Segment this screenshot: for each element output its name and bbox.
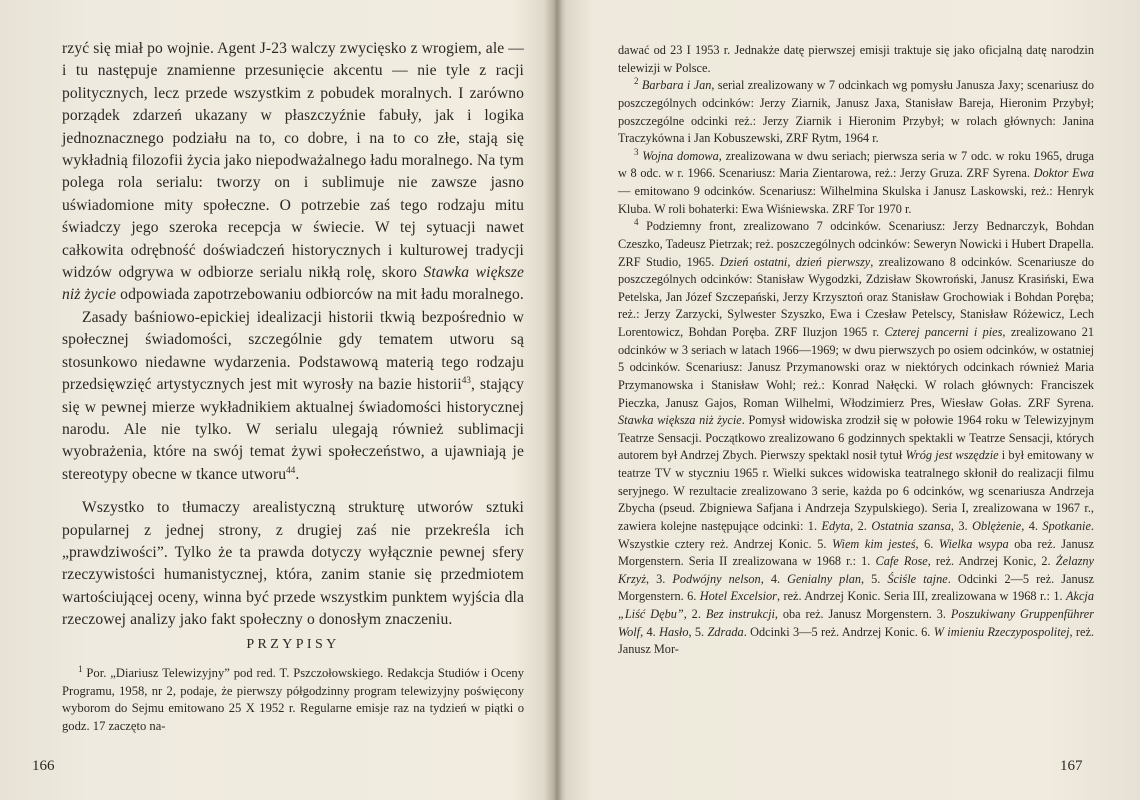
footnote-number: 3: [634, 146, 639, 157]
footnote-number: 2: [634, 76, 639, 87]
footnote-3: $^3$ Wojna domowa, zrealizowana w dwu seriach; pierwsza seria w 7 odc. w roku 1965, druga w 8 odc. w r. 1966. Scenariusz: Maria Zientarowa, reż.: Jerzy Gruza. ZRF Syrena. Doktor Ewa — emitowano 9 odcinków. Scenariusz: Wilhelmina Skulska i Janusz Laskowski, reż.: Henryk Kluba. W roli bohaterki: Ewa Wiśniewska. ZRF Tor 1970 r.: [618, 146, 1094, 216]
right-page: [566, 0, 1140, 800]
footnote-number: 1: [78, 663, 83, 674]
footnotes-heading: PRZYPISY: [246, 637, 340, 652]
footnote-ref-44: 44: [286, 464, 296, 475]
page-number-left: 166: [32, 758, 55, 774]
footnote-ref-43: 43: [461, 374, 472, 385]
page-number-right: 167: [1060, 758, 1083, 774]
paragraph-3: Wszystko to tłumaczy arealistyczną strukturę utworów sztuki popularnej z jednej strony, z drugiej zaś nie przekreśla ich „prawdziwości”. Tylko że ta prawda dotyczy wyłącznie pewnej sfery rzeczywistości humanistycznej, która, zanim stanie się przedmiotem wartościującej oceny, winna być przede wszystkim punktem wyjścia dla rzeczowej analizy jako fakt społeczny o donosłym znaczeniu.: [62, 499, 524, 629]
footnotes-left: [62, 665, 524, 735]
footnote-4: $^4$ Podziemny front, zrealizowano 7 odcinków. Scenariusz: Jerzy Bednarczyk, Bohdan Czeszko, Tadeusz Pietrzak; reż. poszczególnych odcinków: Seweryn Nowicki i Hubert Drapella. ZRF Studio, 1965. Dzień ostatni, dzień pierwszy, zrealizowano 8 odcinków. Scenariusze do poszczególnych odcinków: Stanisław Wygodzki, Zdzisław Skowroński, Janusz Krasiński, Ewa Petelska, Jan Józef Szczepański, Jerzy Krzysztoń oraz Stanisław Grochowiak i Bohdan Poręba; reż.: Jerzy Zarzycki, Sylwester Szyszko, Ewa i Czesław Petelscy, Stanisław Różewicz, Lech Lorentowicz, Bohdan Poręba. ZRF Iluzjon 1965 r. Czterej pancerni i pies, zrealizowano 21 odcinków w 3 seriach w latach 1966—1969; w dwu pierwszych po osiem odcinków, w ostatniej 5 odcinków. Scenariusz: Janusz Przymanowski oraz w niektórych odcinkach również Maria Przymanowska i Stanisław Wohl; reż.: Konrad Nałęcki. W rolach głównych: Franciszek Pieczka, Janusz Gajos, Roman Wilhelmi, Włodzimierz Pres, Wiesław Gołas. ZRF Syrena. Stawka większa niż życie. Pomysł widowiska zrodził się w połowie 1964 roku w Telewizyjnym Teatrze Sensacji. Początkowo zrealizowano 6 godzinnych spektakli w Teatrze Sensacji, których autorem był Andrzej Zbych. Pierwszy spektakl nosił tytuł Wróg jest wszędzie i był emitowany w teatrze TV w styczniu 1965 r. Wielki sukces widowiska teatralnego skłonił do realizacji filmu seryjnego. W rezultacie zrealizowano 3 serie, każda po 6 odcinków, wg scenariusza Andrzeja Zbycha (pseud. Zbigniewa Safjana i Andrzeja Szypulskiego). Seria I, zrealizowana w 1967 r., zawiera kolejne następujące odcinki: 1. Edyta, 2. Ostatnia szansa, 3. Oblężenie, 4. Spotkanie. Wszystkie cztery reż. Andrzej Konic. 5. Wiem kim jesteś, 6. Wielka wsypa oba reż. Janusz Morgenstern. Seria II zrealizowana w 1968 r.: 1. Cafe Rose, reż. Andrzej Konic, 2. Żelazny Krzyż, 3. Podwójny nelson, 4. Genialny plan, 5. Ściśle tajne. Odcinki 2—5 reż. Janusz Morgenstern. 6. Hotel Excelsior, reż. Andrzej Konic. Seria III, zrealizowana w 1968 r.: 1. Akcja „Liść Dębu”, 2. Bez instrukcji, oba reż. Janusz Morgenstern. 3. Poszukiwany Gruppenführer Wolf, 4. Hasło, 5. Zdrada. Odcinki 3—5 reż. Andrzej Konic. 6. W imieniu Rzeczypospolitej, reż. Janusz Mor-: [618, 217, 1095, 657]
footnotes-right: [618, 42, 1094, 659]
left-page: [0, 0, 548, 800]
footnote-2: $^2$ Barbara i Jan, serial zrealizowany w 7 odcinkach wg pomysłu Janusza Jaxy; scenariusz do poszczególnych odcinków: Jerzy Ziarnik, Janusz Jaxa, Stanisław Bareja, Hieronim Przybył; poszczególne odcinki reż.: Jerzy Ziarnik i Hieronim Przybył; w rolach głównych: Janina Traczykówna i Jan Kobuszewski, ZRF Rytm, 1964 r.: [618, 76, 1094, 146]
paragraph-2: Zasady baśniowo-epickiej idealizacji historii tkwią bezpośrednio w społecznej świadomości, szczególnie gdy tematem utworu są stosunkowo niedawne wydarzenia. Podstawową materią tego rodzaju przedsięwzięć artystycznych jest mit wyrosły na bazie historii$^{43}$, stający się w pewnej mierze wykładnikiem aktualnej świadomości historycznej narodu. Ale nie tylko. W serialu ulegają również sublimacji wyobrażenia, które na swój temat żywi społeczeństwo, a ujawniają je stereotypy obecne w tkance utworu$^{44}$.: [62, 308, 524, 483]
footnote-1-continued: dawać od 23 I 1953 r. Jednakże datę pierwszej emisji traktuje się jako oficjalną datę narodzin telewizji w Polsce.: [618, 43, 1094, 75]
footnote-number: 4: [634, 217, 639, 228]
italic-title: Stawka większe niż życie: [62, 264, 524, 304]
main-text: [62, 38, 524, 632]
footnote-1: $^1$ Por. „Diariusz Telewizyjny” pod red. T. Pszczołowskiego. Redakcja Studiów i Oceny Programu, 1958, nr 2, podaje, że pierwszy półgodzinny program telewizyjny poświęcony wyborom do Sejmu emitowano 25 X 1952 r. Regularne emisje raz na tydzień w piątki o godz. 17 zaczęto na-: [62, 663, 524, 733]
paragraph-1: rzyć się miał po wojnie. Agent J-23 walczy zwycięsko z wrogiem, ale — i tu następuje znamienne przesunięcie akcentu — nie tyle z racji politycznych, lecz przede wszystkim z pobudek moralnych. I zarówno porządek zdarzeń ukazany w płaszczyźnie fabuły, jak i logika jednoznacznego podziału na to, co dobre, i na to co złe, stają się wykładnią filozofii życia jako niepodważalnego ładu moralnego. Na tym polega rola serialu: tworzy on i sublimuje nie zawsze jasno uświadomione mity społeczne. O potrzebie zaś tego rodzaju mitu świadczy jego szeroka recepcja w świecie. W tej sytuacji nawet całkowita odrębność doświadczeń historycznych i kulturowej tradycji widzów odgrywa w odbiorze serialu nikłą rolę, skoro Stawka większe niż życie odpowiada zapotrzebowaniu odbiorców na mit ładu moralnego.: [62, 40, 524, 304]
